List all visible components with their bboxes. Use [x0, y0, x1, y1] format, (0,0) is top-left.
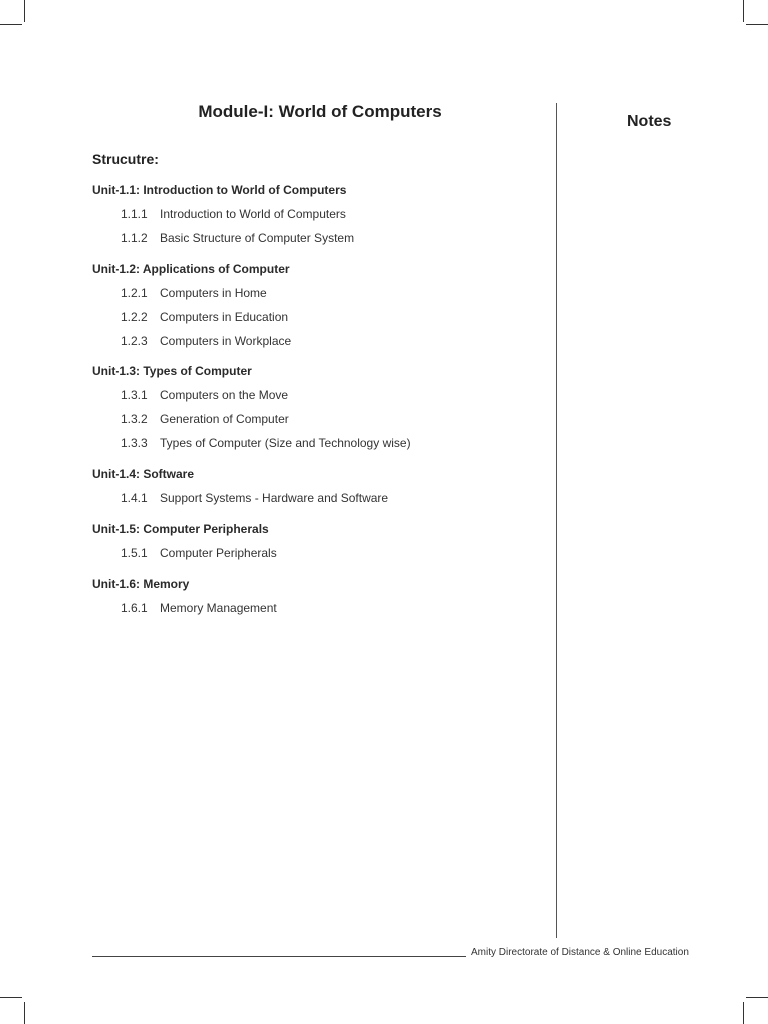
toc-item-text: Generation of Computer: [160, 412, 289, 426]
unit-heading: Unit-1.2: Applications of Computer: [92, 262, 290, 276]
toc-item-number: 1.6.1: [121, 601, 148, 615]
crop-mark: [24, 1002, 25, 1024]
toc-item-number: 1.3.3: [121, 436, 148, 450]
unit-heading: Unit-1.3: Types of Computer: [92, 364, 252, 378]
toc-item-text: Computers in Workplace: [160, 334, 292, 348]
notes-column-divider: [556, 103, 557, 938]
toc-list-item: [121, 334, 291, 348]
toc-list-item: [121, 231, 354, 245]
toc-item-text: Computers in Home: [160, 286, 267, 300]
toc-item-text: Computers on the Move: [160, 388, 289, 402]
crop-mark: [0, 997, 22, 998]
toc-item-number: 1.5.1: [121, 546, 148, 560]
toc-item-number: 1.3.2: [121, 412, 148, 426]
module-title: Module-I: World of Computers: [198, 102, 442, 121]
crop-mark: [743, 0, 744, 22]
toc-list-item: [121, 207, 346, 221]
toc-item-text: Support Systems - Hardware and Software: [160, 491, 389, 505]
toc-item-number: 1.4.1: [121, 491, 148, 505]
notes-title: Notes: [627, 113, 672, 130]
toc-item-number: 1.2.1: [121, 286, 148, 300]
toc-item-text: Computer Peripherals: [160, 546, 277, 560]
crop-mark: [24, 0, 25, 22]
toc-item-number: 1.1.1: [121, 207, 148, 221]
crop-mark: [743, 1002, 744, 1024]
toc-list-item: [121, 546, 277, 560]
toc-list-item: [121, 388, 288, 402]
toc-list-item: [121, 491, 388, 505]
crop-mark: [746, 24, 768, 25]
toc-item-number: 1.1.2: [121, 231, 148, 245]
toc-list-item: [121, 286, 267, 300]
unit-heading: Unit-1.1: Introduction to World of Computers: [92, 183, 347, 197]
toc-item-number: 1.2.3: [121, 334, 148, 348]
toc-list-item: [121, 412, 289, 426]
toc-item-number: 1.3.1: [121, 388, 148, 402]
toc-item-text: Computers in Education: [160, 310, 289, 324]
toc-list-item: [121, 310, 288, 324]
footer-text: Amity Directorate of Distance & Online Education: [471, 947, 689, 958]
toc-item-text: Introduction to World of Computers: [160, 207, 346, 221]
unit-heading: Unit-1.6: Memory: [92, 577, 190, 591]
toc-item-text: Types of Computer (Size and Technology wise): [160, 436, 411, 450]
toc-item-text: Memory Management: [160, 601, 277, 615]
crop-mark: [746, 997, 768, 998]
unit-heading: Unit-1.4: Software: [92, 467, 195, 481]
structure-heading: Strucutre:: [92, 151, 159, 167]
crop-mark: [0, 24, 22, 25]
toc-list-item: [121, 436, 411, 450]
toc-list-item: [121, 601, 277, 615]
toc-item-text: Basic Structure of Computer System: [160, 231, 355, 245]
unit-heading: Unit-1.5: Computer Peripherals: [92, 522, 269, 536]
toc-item-number: 1.2.2: [121, 310, 148, 324]
footer-rule: [92, 956, 466, 957]
